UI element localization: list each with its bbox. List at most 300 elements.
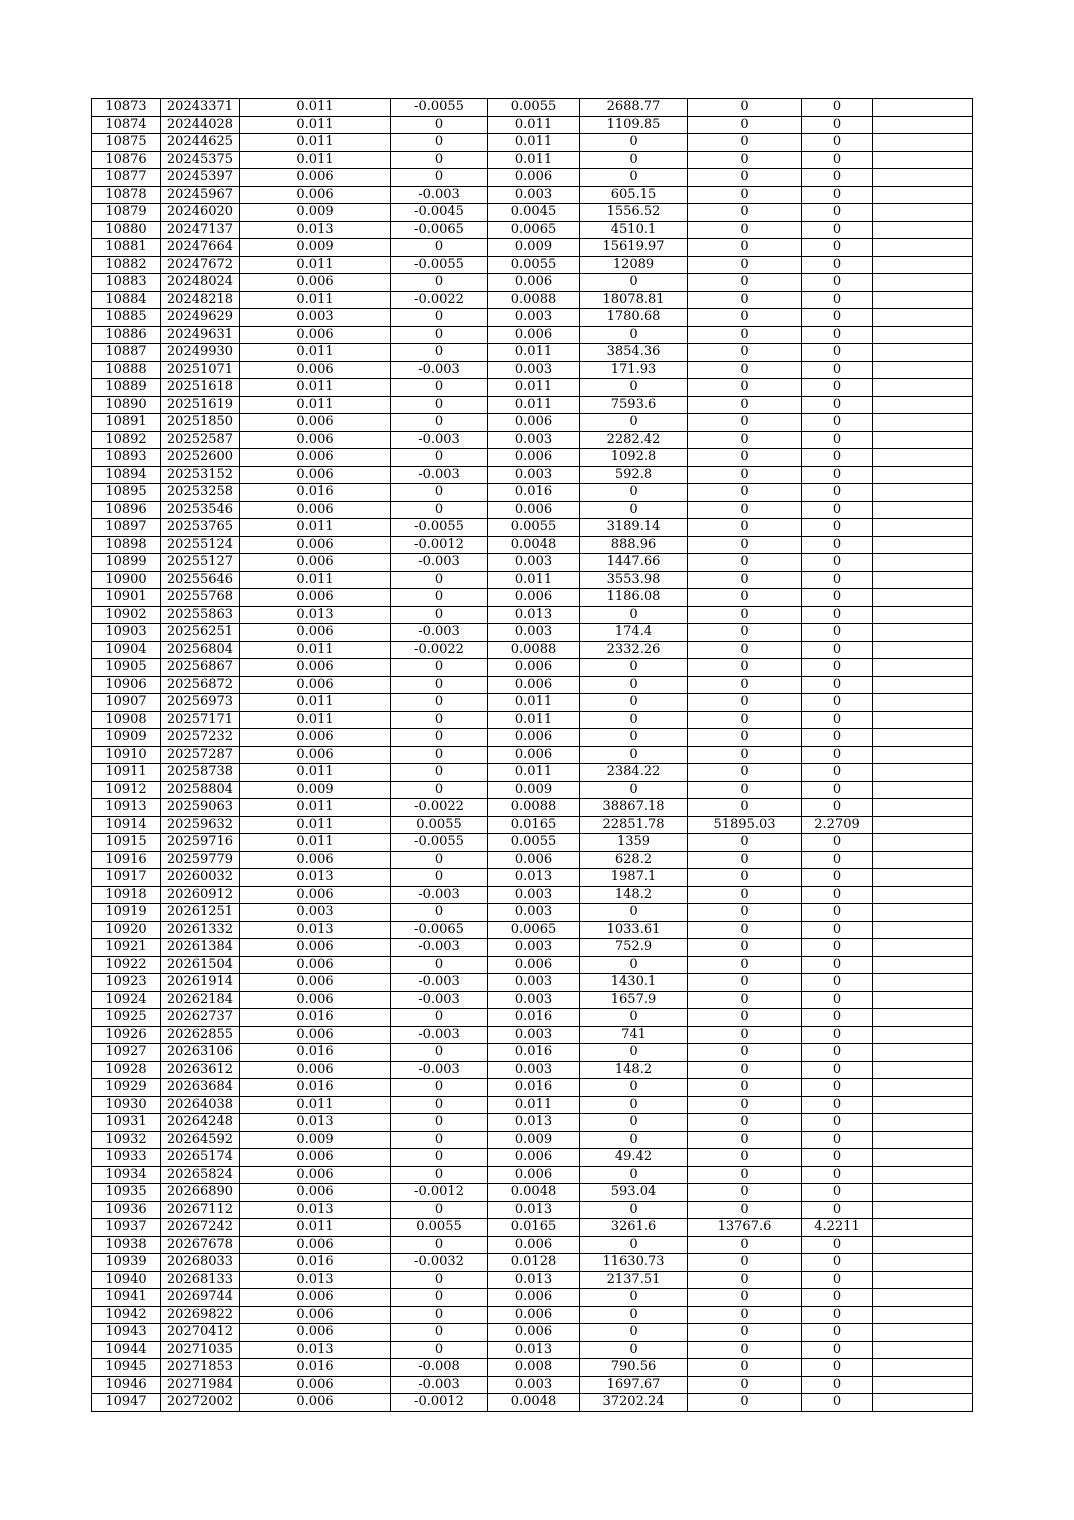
table-cell: [873, 711, 973, 729]
table-cell: 0.016: [488, 484, 580, 502]
table-body: [92, 99, 973, 1412]
table-cell: 10880: [92, 221, 161, 239]
table-row: [92, 204, 973, 222]
table-cell: [873, 344, 973, 362]
table-row: [92, 1079, 973, 1097]
table-row: [92, 116, 973, 134]
table-row: [92, 939, 973, 957]
table-cell: -0.003: [391, 939, 488, 957]
table-cell: 0: [391, 134, 488, 152]
table-cell: 0.0055: [488, 834, 580, 852]
table-cell: 10943: [92, 1324, 161, 1342]
table-row: [92, 1184, 973, 1202]
table-cell: 0: [802, 1324, 873, 1342]
table-cell: 0: [580, 414, 688, 432]
table-cell: 20262737: [161, 1009, 240, 1027]
table-cell: 0: [802, 1394, 873, 1412]
table-row: [92, 519, 973, 537]
table-cell: 10928: [92, 1061, 161, 1079]
table-cell: 1447.66: [580, 554, 688, 572]
table-cell: 0.011: [488, 711, 580, 729]
table-cell: 20261384: [161, 939, 240, 957]
table-cell: 0.006: [240, 1184, 391, 1202]
table-cell: -0.0055: [391, 519, 488, 537]
table-cell: 790.56: [580, 1359, 688, 1377]
table-cell: 0: [802, 1044, 873, 1062]
table-cell: 0.006: [240, 1306, 391, 1324]
table-cell: 0: [802, 554, 873, 572]
table-row: [92, 239, 973, 257]
table-cell: 0: [802, 1131, 873, 1149]
table-cell: 20258804: [161, 781, 240, 799]
table-cell: 0: [688, 169, 802, 187]
table-cell: 0: [688, 449, 802, 467]
table-cell: 0: [802, 869, 873, 887]
table-cell: -0.003: [391, 624, 488, 642]
table-cell: 10881: [92, 239, 161, 257]
table-cell: 0.006: [488, 956, 580, 974]
table-cell: 0: [580, 1341, 688, 1359]
table-cell: 0: [688, 694, 802, 712]
table-cell: 0: [580, 1166, 688, 1184]
table-cell: 0: [688, 991, 802, 1009]
table-cell: -0.003: [391, 1026, 488, 1044]
table-cell: 0: [391, 116, 488, 134]
table-cell: 0: [391, 1131, 488, 1149]
table-cell: 0.006: [240, 1166, 391, 1184]
table-cell: 0.006: [488, 676, 580, 694]
table-cell: 0: [802, 431, 873, 449]
table-cell: 1987.1: [580, 869, 688, 887]
table-cell: 0.011: [240, 99, 391, 117]
table-cell: [873, 886, 973, 904]
table-cell: 0: [688, 904, 802, 922]
table-cell: 20256251: [161, 624, 240, 642]
table-row: [92, 1341, 973, 1359]
table-row: [92, 1026, 973, 1044]
table-cell: 0.003: [488, 904, 580, 922]
table-cell: [873, 221, 973, 239]
table-cell: 0: [391, 694, 488, 712]
table-cell: 0.011: [240, 711, 391, 729]
table-cell: 10920: [92, 921, 161, 939]
table-cell: 752.9: [580, 939, 688, 957]
table-cell: 10911: [92, 764, 161, 782]
table-cell: [873, 746, 973, 764]
table-cell: 0: [580, 1201, 688, 1219]
table-cell: 0: [802, 309, 873, 327]
table-cell: 0: [580, 1009, 688, 1027]
table-cell: 0: [391, 274, 488, 292]
table-cell: [873, 414, 973, 432]
table-cell: 0: [391, 676, 488, 694]
table-cell: 1186.08: [580, 589, 688, 607]
table-cell: -0.003: [391, 886, 488, 904]
table-cell: [873, 361, 973, 379]
table-cell: 10896: [92, 501, 161, 519]
table-cell: 0.006: [240, 1026, 391, 1044]
table-cell: 0.011: [240, 291, 391, 309]
table-cell: 0: [802, 886, 873, 904]
table-cell: 0: [802, 134, 873, 152]
table-cell: 20244028: [161, 116, 240, 134]
table-cell: [873, 1254, 973, 1272]
table-cell: -0.0055: [391, 99, 488, 117]
table-cell: 0.011: [240, 116, 391, 134]
table-cell: 0.003: [488, 1376, 580, 1394]
table-cell: 1657.9: [580, 991, 688, 1009]
table-cell: 0.006: [240, 589, 391, 607]
table-cell: 20265174: [161, 1149, 240, 1167]
table-cell: 0.006: [488, 729, 580, 747]
table-cell: 0: [391, 1289, 488, 1307]
table-cell: 51895.03: [688, 816, 802, 834]
table-cell: 0: [802, 711, 873, 729]
table-cell: 10945: [92, 1359, 161, 1377]
table-cell: 0: [688, 781, 802, 799]
table-cell: 10876: [92, 151, 161, 169]
table-cell: 0.003: [488, 309, 580, 327]
table-cell: 20251850: [161, 414, 240, 432]
table-row: [92, 466, 973, 484]
table-cell: 0: [802, 1166, 873, 1184]
table-cell: 0: [802, 326, 873, 344]
table-cell: 0: [580, 781, 688, 799]
table-cell: 0.006: [488, 659, 580, 677]
table-cell: 0.009: [240, 1131, 391, 1149]
table-cell: 0.009: [240, 204, 391, 222]
table-row: [92, 1061, 973, 1079]
table-row: [92, 1114, 973, 1132]
table-cell: 0.006: [240, 414, 391, 432]
table-cell: 0: [391, 851, 488, 869]
table-cell: 0: [688, 1166, 802, 1184]
table-row: [92, 606, 973, 624]
table-cell: 20255768: [161, 589, 240, 607]
table-cell: 0: [802, 536, 873, 554]
table-cell: 0: [688, 344, 802, 362]
table-cell: 0: [688, 1306, 802, 1324]
table-cell: 20268033: [161, 1254, 240, 1272]
table-cell: 20267242: [161, 1219, 240, 1237]
table-cell: 0.0065: [488, 221, 580, 239]
table-cell: 10930: [92, 1096, 161, 1114]
table-cell: 10925: [92, 1009, 161, 1027]
table-cell: 0: [688, 1359, 802, 1377]
table-cell: 0.006: [240, 659, 391, 677]
table-cell: 0: [688, 1114, 802, 1132]
table-row: [92, 641, 973, 659]
table-row: [92, 764, 973, 782]
table-cell: 4.2211: [802, 1219, 873, 1237]
table-cell: 0: [802, 991, 873, 1009]
table-cell: 0: [802, 676, 873, 694]
table-cell: 0.009: [488, 239, 580, 257]
table-cell: [873, 1131, 973, 1149]
table-cell: [873, 641, 973, 659]
table-cell: 10908: [92, 711, 161, 729]
table-cell: 0: [391, 396, 488, 414]
table-row: [92, 1324, 973, 1342]
table-cell: 0: [580, 151, 688, 169]
table-cell: 0: [802, 746, 873, 764]
table-cell: [873, 589, 973, 607]
table-cell: 0: [802, 764, 873, 782]
table-cell: 0: [580, 326, 688, 344]
table-cell: -0.003: [391, 361, 488, 379]
table-cell: -0.0022: [391, 799, 488, 817]
table-cell: 0.011: [240, 379, 391, 397]
table-cell: 1109.85: [580, 116, 688, 134]
table-cell: 0: [391, 1149, 488, 1167]
table-cell: 0.006: [240, 326, 391, 344]
table-row: [92, 956, 973, 974]
table-cell: 605.15: [580, 186, 688, 204]
table-cell: 3854.36: [580, 344, 688, 362]
table-cell: 0: [391, 869, 488, 887]
table-cell: [873, 536, 973, 554]
table-row: [92, 186, 973, 204]
table-cell: 0: [580, 1131, 688, 1149]
table-cell: 0.006: [240, 1236, 391, 1254]
table-cell: 0.003: [488, 431, 580, 449]
table-cell: 10912: [92, 781, 161, 799]
table-cell: 0: [688, 624, 802, 642]
table-cell: 0: [688, 326, 802, 344]
table-cell: 3553.98: [580, 571, 688, 589]
table-cell: 1092.8: [580, 449, 688, 467]
table-cell: 20255863: [161, 606, 240, 624]
table-cell: 0.006: [240, 466, 391, 484]
table-cell: [873, 1376, 973, 1394]
table-cell: 0.003: [488, 554, 580, 572]
table-cell: 0.013: [488, 1341, 580, 1359]
table-cell: 0: [688, 1131, 802, 1149]
table-cell: 0: [580, 956, 688, 974]
table-cell: 0.006: [488, 1289, 580, 1307]
table-cell: 0: [688, 659, 802, 677]
table-cell: 20256973: [161, 694, 240, 712]
table-cell: 0: [580, 134, 688, 152]
table-cell: 0: [802, 221, 873, 239]
table-row: [92, 99, 973, 117]
table-row: [92, 414, 973, 432]
table-cell: 20261332: [161, 921, 240, 939]
table-cell: 0: [802, 1114, 873, 1132]
table-cell: 0.006: [488, 1324, 580, 1342]
table-cell: 0: [580, 746, 688, 764]
table-cell: 0.009: [240, 781, 391, 799]
table-cell: 0: [802, 169, 873, 187]
table-cell: 0.011: [240, 1219, 391, 1237]
table-cell: 20258738: [161, 764, 240, 782]
table-cell: 10922: [92, 956, 161, 974]
table-cell: 0: [688, 799, 802, 817]
table-cell: 10931: [92, 1114, 161, 1132]
table-cell: 0: [802, 694, 873, 712]
table-cell: [873, 501, 973, 519]
table-cell: 0.011: [488, 764, 580, 782]
table-cell: 0: [688, 519, 802, 537]
table-cell: 20262184: [161, 991, 240, 1009]
table-cell: 0.016: [240, 484, 391, 502]
table-cell: 0.006: [240, 974, 391, 992]
table-cell: 20256867: [161, 659, 240, 677]
table-cell: 0: [391, 606, 488, 624]
table-cell: 10898: [92, 536, 161, 554]
table-cell: 10914: [92, 816, 161, 834]
table-cell: 2688.77: [580, 99, 688, 117]
table-cell: 0: [802, 921, 873, 939]
table-cell: 20265824: [161, 1166, 240, 1184]
table-row: [92, 484, 973, 502]
table-cell: 0: [580, 1289, 688, 1307]
table-cell: 2.2709: [802, 816, 873, 834]
table-row: [92, 589, 973, 607]
table-cell: 20268133: [161, 1271, 240, 1289]
table-cell: 0.006: [240, 431, 391, 449]
table-cell: 0.003: [488, 1061, 580, 1079]
table-cell: 10934: [92, 1166, 161, 1184]
table-cell: 0: [688, 1394, 802, 1412]
table-cell: 0.006: [488, 746, 580, 764]
table-cell: 0: [391, 414, 488, 432]
table-cell: 0.011: [240, 834, 391, 852]
table-cell: [873, 1219, 973, 1237]
table-cell: 0.003: [488, 1026, 580, 1044]
table-cell: [873, 851, 973, 869]
table-cell: 0.0165: [488, 1219, 580, 1237]
table-cell: 0: [802, 99, 873, 117]
table-cell: 0.0065: [488, 921, 580, 939]
table-cell: 0: [802, 571, 873, 589]
table-cell: 0: [802, 1376, 873, 1394]
table-cell: 0: [688, 309, 802, 327]
table-cell: 628.2: [580, 851, 688, 869]
table-cell: 0: [802, 1026, 873, 1044]
table-cell: 0: [688, 501, 802, 519]
table-cell: 0: [688, 1254, 802, 1272]
table-cell: 0.006: [488, 1236, 580, 1254]
table-cell: 10937: [92, 1219, 161, 1237]
table-cell: [873, 186, 973, 204]
table-cell: 10942: [92, 1306, 161, 1324]
table-cell: 20247664: [161, 239, 240, 257]
table-cell: 0.011: [240, 764, 391, 782]
table-cell: 10903: [92, 624, 161, 642]
table-row: [92, 781, 973, 799]
table-cell: [873, 1114, 973, 1132]
table-cell: 0.0088: [488, 291, 580, 309]
table-cell: 593.04: [580, 1184, 688, 1202]
table-cell: [873, 1166, 973, 1184]
table-cell: 0.006: [488, 326, 580, 344]
table-cell: 0.011: [240, 519, 391, 537]
table-cell: 10907: [92, 694, 161, 712]
table-cell: 0: [391, 1306, 488, 1324]
table-row: [92, 1271, 973, 1289]
table-cell: 2137.51: [580, 1271, 688, 1289]
table-cell: 0: [802, 1306, 873, 1324]
table-cell: 0.0165: [488, 816, 580, 834]
table-cell: 20245375: [161, 151, 240, 169]
table-cell: 0: [580, 274, 688, 292]
table-cell: 0: [391, 571, 488, 589]
table-cell: 10924: [92, 991, 161, 1009]
table-cell: 0.016: [240, 1079, 391, 1097]
table-cell: 10900: [92, 571, 161, 589]
table-cell: 0: [802, 239, 873, 257]
table-cell: [873, 869, 973, 887]
table-cell: [873, 1271, 973, 1289]
table-cell: 20259716: [161, 834, 240, 852]
table-cell: 0: [688, 1079, 802, 1097]
table-cell: 0.006: [240, 624, 391, 642]
table-cell: 20247137: [161, 221, 240, 239]
table-cell: 20272002: [161, 1394, 240, 1412]
table-cell: 0: [688, 1149, 802, 1167]
table-cell: 0: [391, 239, 488, 257]
table-row: [92, 326, 973, 344]
table-cell: [873, 694, 973, 712]
table-cell: 0: [580, 1044, 688, 1062]
table-cell: 0: [802, 781, 873, 799]
table-cell: 10947: [92, 1394, 161, 1412]
table-cell: 592.8: [580, 466, 688, 484]
table-cell: [873, 939, 973, 957]
table-cell: [873, 1236, 973, 1254]
table-cell: 0.011: [240, 694, 391, 712]
table-cell: -0.003: [391, 186, 488, 204]
table-cell: 1430.1: [580, 974, 688, 992]
table-cell: 0: [802, 501, 873, 519]
table-cell: -0.003: [391, 431, 488, 449]
table-cell: 0.006: [240, 536, 391, 554]
table-cell: [873, 484, 973, 502]
table-cell: 0: [802, 974, 873, 992]
table-cell: 0: [391, 1201, 488, 1219]
table-cell: 0.013: [240, 221, 391, 239]
table-cell: 0.013: [488, 606, 580, 624]
table-cell: 0.013: [240, 1341, 391, 1359]
table-cell: 10894: [92, 466, 161, 484]
table-cell: 0: [802, 1359, 873, 1377]
table-cell: 20253546: [161, 501, 240, 519]
table-cell: 0: [802, 956, 873, 974]
table-cell: 3189.14: [580, 519, 688, 537]
table-cell: 0: [802, 1009, 873, 1027]
table-cell: 10946: [92, 1376, 161, 1394]
table-cell: 0: [391, 501, 488, 519]
table-cell: 0: [580, 1114, 688, 1132]
table-cell: 0: [391, 151, 488, 169]
table-cell: 0: [580, 1306, 688, 1324]
table-cell: 0: [391, 1166, 488, 1184]
table-cell: 10877: [92, 169, 161, 187]
table-cell: 0: [802, 904, 873, 922]
table-cell: 0: [688, 676, 802, 694]
table-cell: [873, 274, 973, 292]
table-cell: 0.016: [488, 1044, 580, 1062]
table-cell: 0: [688, 116, 802, 134]
table-cell: [873, 921, 973, 939]
table-row: [92, 1359, 973, 1377]
table-cell: 0.0048: [488, 536, 580, 554]
table-cell: 0: [802, 1149, 873, 1167]
table-cell: 0: [391, 711, 488, 729]
table-cell: 10917: [92, 869, 161, 887]
table-cell: [873, 676, 973, 694]
